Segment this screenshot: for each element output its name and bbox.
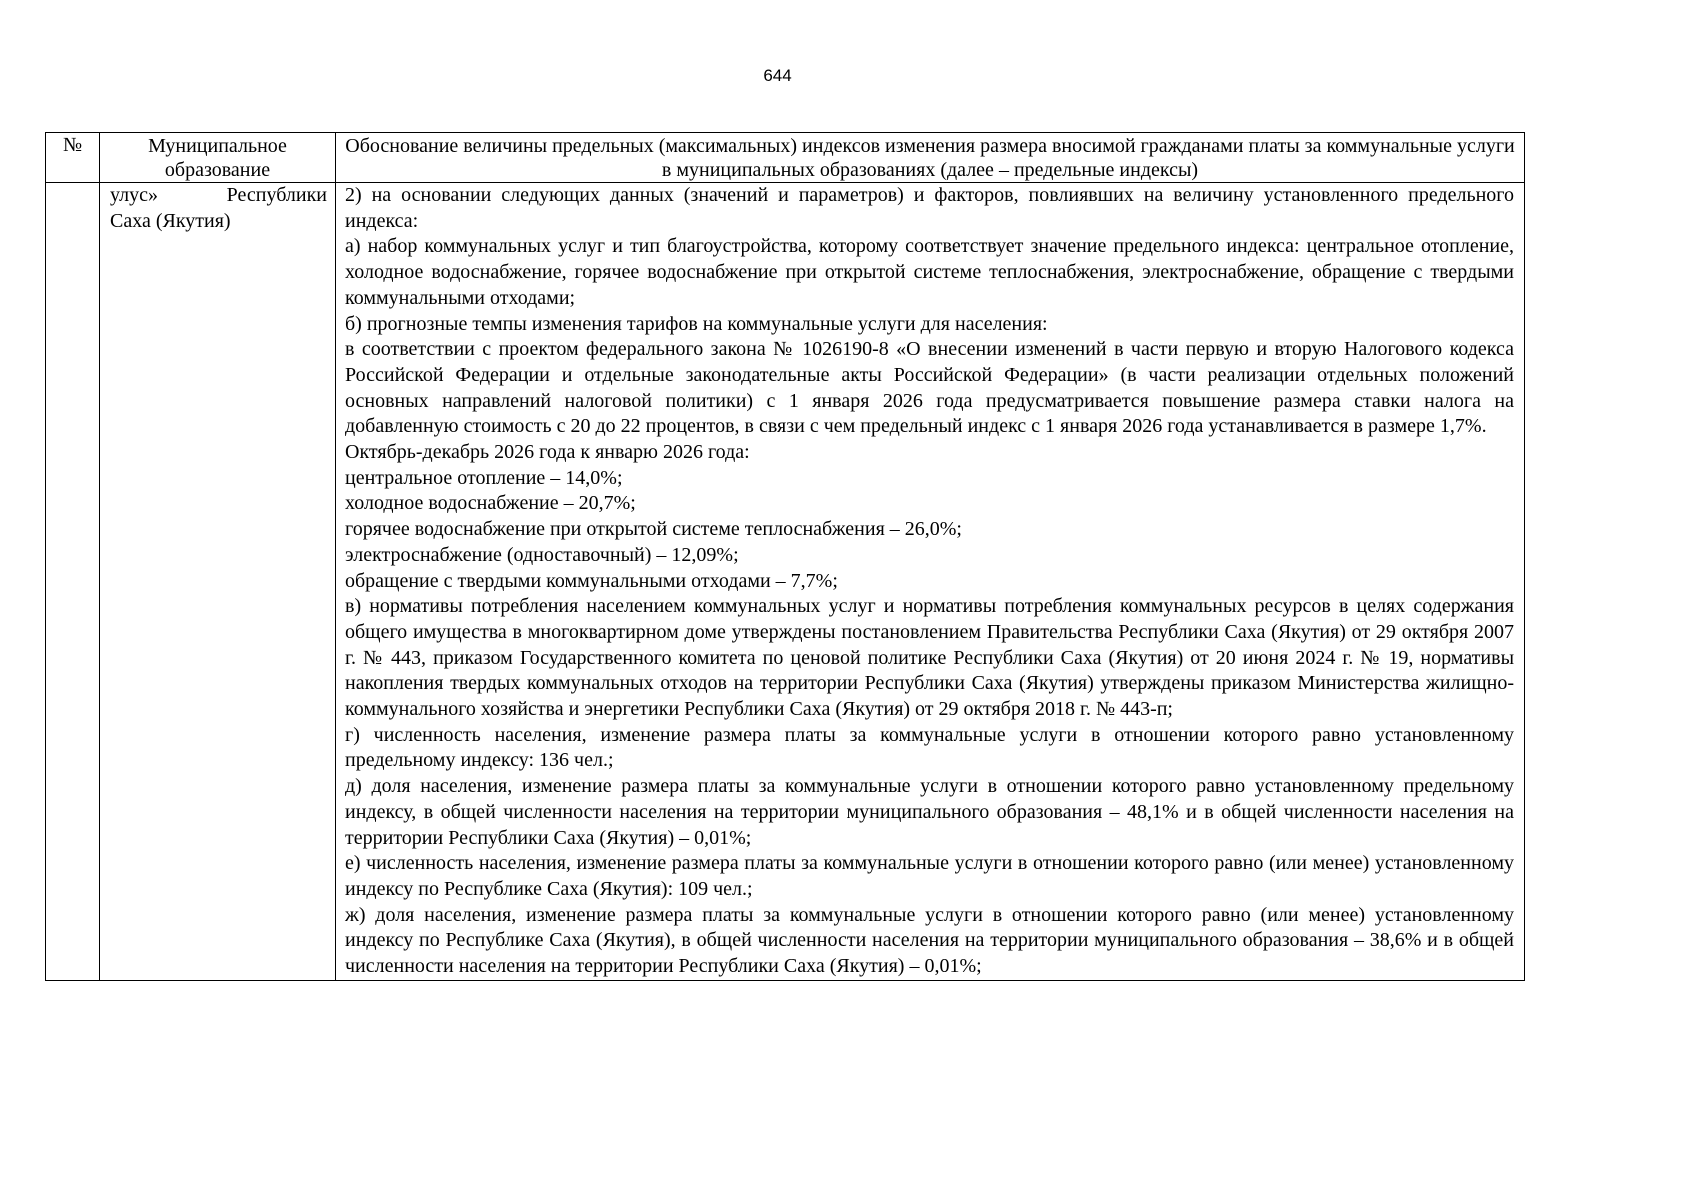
paragraph-v-norms: в) нормативы потребления населением коммунальных услуг и нормативы потребления коммунальных ресурсов в целях содержания общего имущества в многоквартирном доме утверждены постановлением Правительства Республики Саха (Якутия) от 29 октября 2007 г. № 443, приказом Государственного комитета по ценовой политике Республики Саха (Якутия) от 20 июня 2024 г. № 19, нормативы накопления твердых коммунальных отходов на территории Республики Саха (Якутия) утверждены приказом Министерства жилищно-коммунального хозяйства и энергетики Республики Саха (Якутия) от 29 октября 2018 г. № 443-п; [345,595,1514,721]
paragraph-heating: центральное отопление – 14,0%; [345,466,623,489]
header-description: Обоснование величины предельных (максимальных) индексов изменения размера вносимой гражданами платы за коммунальные услуги в муниципальных образованиях (далее – предельные индексы) [336,133,1525,183]
paragraph-a-services-set: а) набор коммунальных услуг и тип благоустройства, которому соответствует значение предельного индекса: центральное отопление, холодное водоснабжение, горячее водоснабжение при открытой системе теплоснабжения, электроснабжение, обращение с твердыми коммунальными отходами; [345,235,1514,309]
row-number-cell [46,183,100,981]
paragraph-d-population-share: д) доля населения, изменение размера платы за коммунальные услуги в отношении которого равно установленному предельному индексу, в общей численности населения на территории муниципального образования – 48,1% и в общей численности населения на территории Республики Саха (Якутия) – 0,01%; [345,775,1514,849]
paragraph-e-population: е) численность населения, изменение размера платы за коммунальные услуги в отношении которого равно (или менее) установленному индексу по Республике Саха (Якутия): 109 чел.; [345,852,1514,900]
paragraph-electricity: электроснабжение (одноставочный) – 12,09%; [345,543,739,566]
paragraph-g-population: г) численность населения, изменение размера платы за коммунальные услуги в отношении которого равно установленному предельному индексу: 136 чел.; [345,723,1514,772]
paragraph-vat-law: в соответствии с проектом федерального закона № 1026190-8 «О внесении изменений в части первую и вторую Налогового кодекса Российской Федерации и отдельные законодательные акты Российской Федерации» (в части реализации отдельных положений основных направлений налоговой политики) с 1 января 2026 года предусматривается повышение размера ставки налога на добавленную стоимость с 20 до 22 процентов, в связи с чем предельный индекс с 1 января 2026 года устанавливается в размере 1,7%. [345,338,1514,438]
paragraph-zh-population-share: ж) доля населения, изменение размера платы за коммунальные услуги в отношении которого равно (или менее) установленному индексу по Республике Саха (Якутия), в общей численности населения на территории муниципального образования – 38,6% и в общей численности населения на территории Республики Саха (Якутия) – 0,01%; [345,903,1514,978]
paragraph-hot-water: горячее водоснабжение при открытой системе теплоснабжения – 26,0%; [345,518,962,541]
page-number: 644 [763,66,792,85]
table-header-row [46,133,1525,183]
paragraph-b-tariff-forecast: б) прогнозные темпы изменения тарифов на коммунальные услуги для населения: [345,312,1048,335]
paragraph-waste: обращение с твердыми коммунальными отходами – 7,7%; [345,569,838,592]
municipality-line-1: улус» Республики [110,184,327,206]
description-cell [336,183,1525,981]
paragraph-data-basis: 2) на основании следующих данных (значений и параметров) и факторов, повлиявших на величину установленного предельного индекса: [345,184,1514,232]
municipality-line-2: Саха (Якутия) [110,209,231,232]
tariff-index-table [45,132,1525,981]
paragraph-cold-water: холодное водоснабжение – 20,7%; [345,492,636,515]
municipality-cell [100,183,336,981]
header-number: № [46,133,100,183]
paragraph-period: Октябрь-декабрь 2026 года к январю 2026 года: [345,441,750,464]
table-row [46,183,1525,981]
header-municipality: Муниципальное образование [100,133,336,183]
